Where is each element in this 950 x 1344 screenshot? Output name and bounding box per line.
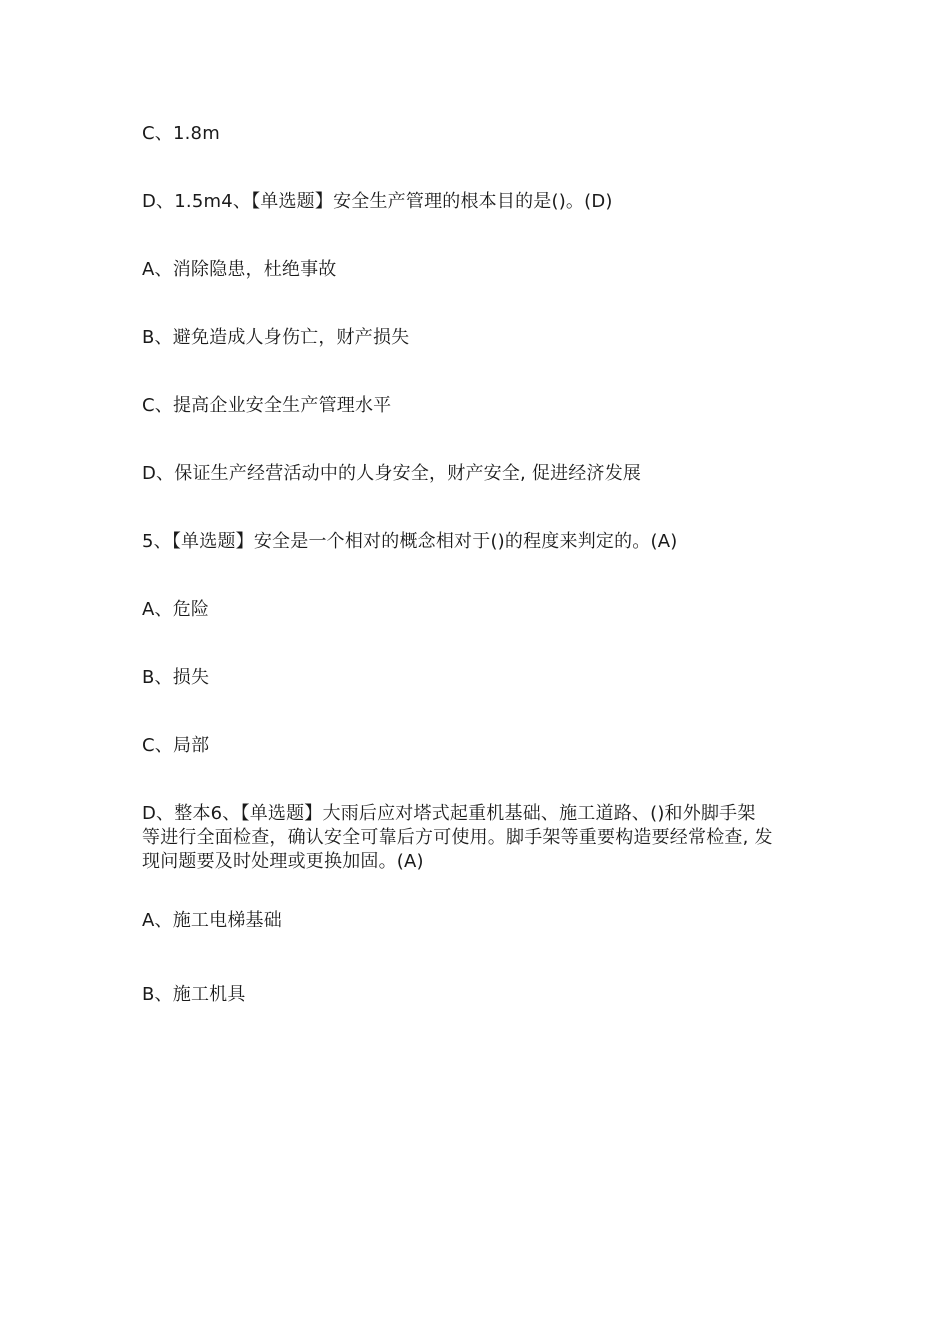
option-c-q4: C、提高企业安全生产管理水平 [142, 395, 392, 416]
question-6-line-2: 等进行全面检查，确认安全可靠后方可使用。脚手架等重要构造要经常检查, 发 [142, 827, 773, 848]
option-a-q4: A、消除隐患，杜绝事故 [142, 259, 337, 280]
option-b-q6: B、施工机具 [142, 984, 246, 1005]
option-a-q6: A、施工电梯基础 [142, 910, 282, 931]
option-d-q3-question-4: D、1.5m4、【单选题】安全生产管理的根本目的是()。(D) [142, 191, 613, 212]
option-c-q5: C、局部 [142, 735, 210, 756]
option-d-q5-question-6: D、整本6、【单选题】大雨后应对塔式起重机基础、施工道路、()和外脚手架 [142, 803, 756, 824]
option-a-q5: A、危险 [142, 599, 210, 620]
option-c-q3: C、1.8m [142, 123, 220, 144]
question-6-line-3: 现问题要及时处理或更换加固。(A) [142, 851, 424, 872]
option-d-q4: D、保证生产经营活动中的人身安全，财产安全, 促进经济发展 [142, 463, 642, 484]
question-5: 5、【单选题】安全是一个相对的概念相对于()的程度来判定的。(A) [142, 531, 678, 552]
option-b-q4: B、避免造成人身伤亡，财产损失 [142, 327, 410, 348]
option-b-q5: B、损失 [142, 667, 210, 688]
